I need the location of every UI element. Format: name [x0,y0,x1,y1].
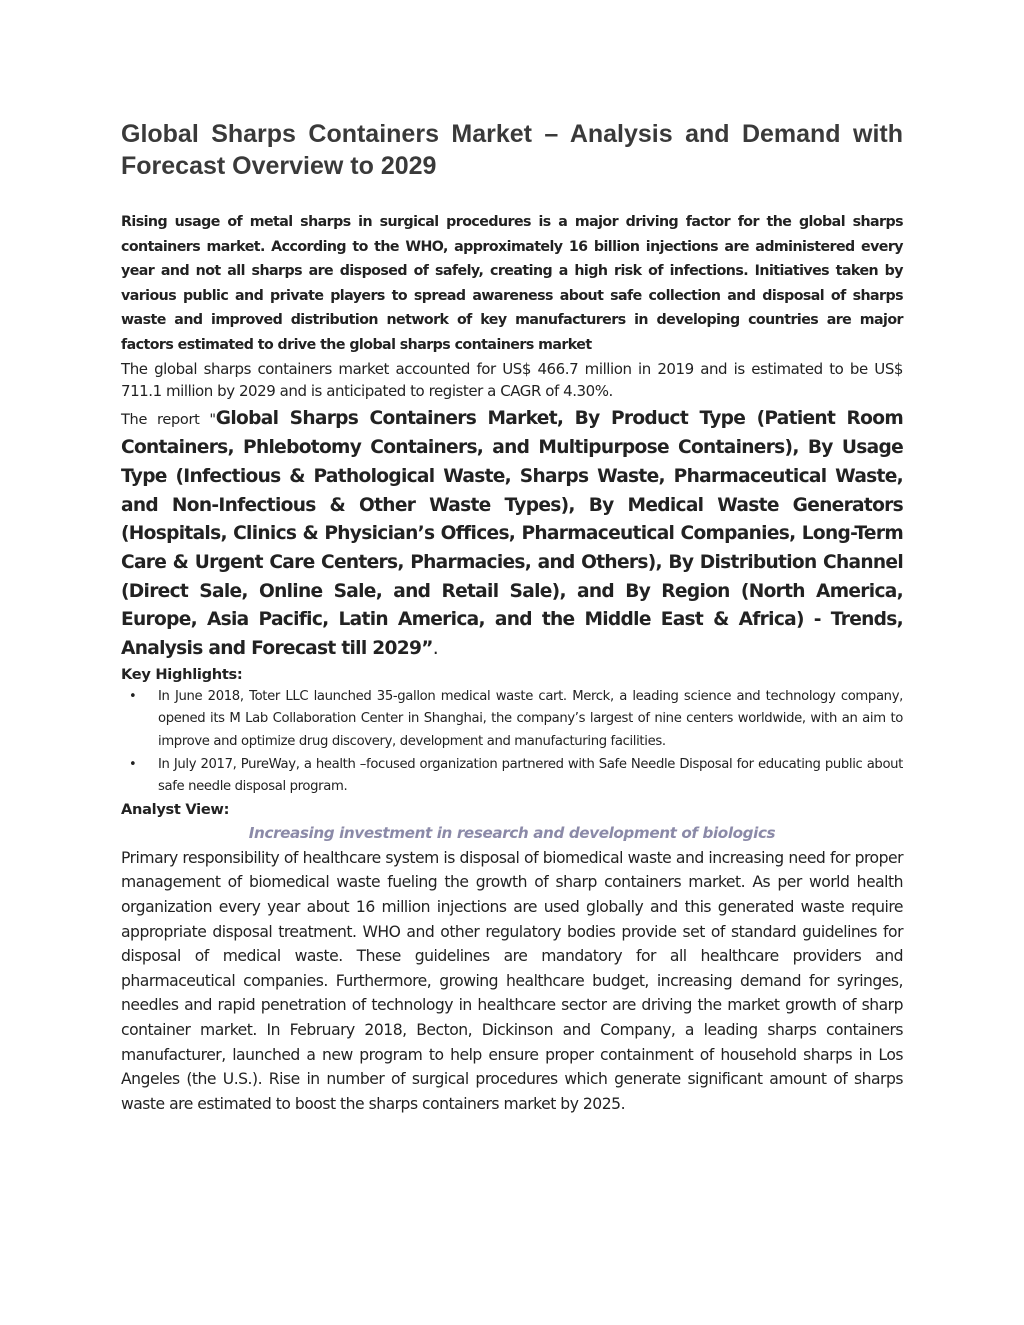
page-title: Global Sharps Containers Market – Analysis and Demand with Forecast Overview to 2029 [121,120,903,180]
list-item [121,754,903,799]
intro-bold-paragraph: Rising usage of metal sharps in surgical procedures is a major driving factor for the global sharps containers market. According to the WHO, approximately 16 billion injections are administered every year and not all sharps are disposed of safely, creating a high risk of infections. Initiatives taken by various public and private players to spread awareness about safe collection and disposal of sharps waste and improved distribution network of key manufacturers in developing countries are major factors estimated to drive the global sharps containers market [121,214,903,353]
key-highlights-list [121,686,903,799]
highlight-text: In June 2018, Toter LLC launched 35-gallon medical waste cart. Merck, a leading science and technology company, opened its M Lab Collaboration Center in Shanghai, the company’s largest of nine centers worldwide, with an aim to improve and optimize drug discovery, development and manufacturing facilities. [158,688,903,750]
report-end: . [432,638,439,660]
document-page [121,118,903,1116]
list-item [121,686,903,754]
report-title: Global Sharps Containers Market, By Product Type (Patient Room Containers, Phlebotomy Containers, and Multipurpose Containers), By Usage Type (Infectious & Pathological Waste, Sharps Waste, Pharmaceutical Waste, and Non-Infectious & Other Waste Types), By Medical Waste Generators (Hospitals, Clinics & Physician’s Offices, Pharmaceutical Companies, Long-Term Care & Urgent Care Centers, Pharmacies, and Others), By Distribution Channel (Direct Sale, Online Sale, and Retail Sale), and By Region (North America, Europe, Asia Pacific, Latin America, and the Middle East & Africa) - Trends, Analysis and Forecast till 2029” [121,407,903,660]
bullet-icon: • [129,756,137,772]
highlight-text: In July 2017, PureWay, a health –focused organization partnered with Safe Needle Disposal for educating public about safe needle disposal program. [158,756,903,795]
report-lead: The report " [121,411,216,428]
market-value-paragraph: The global sharps containers market accounted for US$ 466.7 million in 2019 and is estimated to be US$ 711.1 million by 2029 and is anticipated to register a CAGR of 4.30%. [121,359,903,401]
key-highlights-heading: Key Highlights: [121,665,243,683]
bullet-icon: • [129,688,137,704]
analyst-view-heading: Analyst View: [121,800,230,818]
report-paragraph [121,405,903,664]
analyst-view-body: Primary responsibility of healthcare system is disposal of biomedical waste and increasing need for proper management of biomedical waste fueling the growth of sharp containers market. As per world health organization every year about 16 million injections are used globally and this generated waste require appropriate disposal treatment. WHO and other regulatory bodies provide set of standard guidelines for disposal of medical waste. These guidelines are mandatory for all healthcare providers and pharmaceutical companies. Furthermore, growing healthcare budget, increasing demand for syringes, needles and rapid penetration of technology in healthcare sector are driving the market growth of sharp container market. In February 2018, Becton, Dickinson and Company, a leading sharps containers manufacturer, launched a new program to help ensure proper containment of household sharps in Los Angeles (the U.S.). Rise in number of surgical procedures which generate significant amount of sharps waste are estimated to boost the sharps containers market by 2025. [121,848,903,1113]
analyst-view-subheading: Increasing investment in research and development of biologics [248,823,776,842]
